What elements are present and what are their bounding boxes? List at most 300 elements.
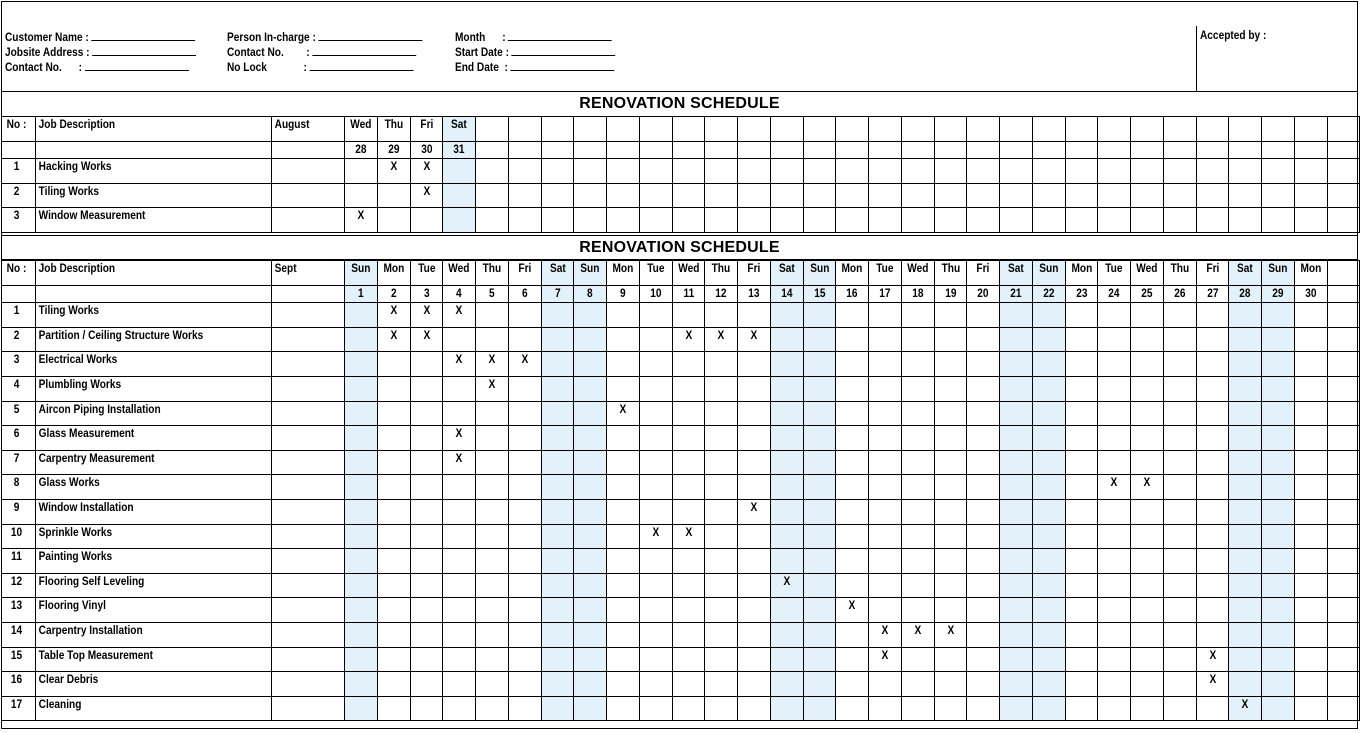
schedule-cell[interactable] — [1032, 672, 1065, 697]
schedule-mark[interactable] — [1131, 475, 1164, 500]
schedule-cell[interactable] — [607, 426, 640, 451]
schedule-cell[interactable] — [1032, 598, 1065, 623]
schedule-cell[interactable] — [1196, 524, 1229, 549]
schedule-cell[interactable] — [1032, 475, 1065, 500]
schedule-cell[interactable] — [1065, 426, 1098, 451]
schedule-cell[interactable] — [1327, 647, 1360, 672]
schedule-cell[interactable] — [1327, 401, 1360, 426]
schedule-cell[interactable] — [1131, 303, 1164, 328]
schedule-cell[interactable] — [1294, 573, 1327, 598]
schedule-cell[interactable] — [377, 208, 410, 233]
schedule-cell[interactable] — [836, 183, 869, 208]
schedule-cell[interactable] — [639, 450, 672, 475]
schedule-cell[interactable] — [1163, 696, 1196, 721]
schedule-cell[interactable] — [869, 376, 902, 401]
schedule-cell[interactable] — [541, 475, 574, 500]
schedule-cell[interactable] — [1229, 622, 1262, 647]
schedule-cell[interactable] — [1163, 401, 1196, 426]
schedule-cell[interactable] — [967, 598, 1000, 623]
schedule-cell[interactable] — [1032, 696, 1065, 721]
schedule-cell[interactable] — [934, 499, 967, 524]
schedule-cell[interactable] — [1196, 499, 1229, 524]
schedule-cell[interactable] — [508, 696, 541, 721]
schedule-cell[interactable] — [377, 352, 410, 377]
schedule-cell[interactable] — [934, 426, 967, 451]
schedule-cell[interactable] — [1196, 376, 1229, 401]
schedule-cell[interactable] — [345, 573, 378, 598]
schedule-cell[interactable] — [1098, 598, 1131, 623]
schedule-mark[interactable] — [672, 524, 705, 549]
schedule-cell[interactable] — [934, 327, 967, 352]
schedule-cell[interactable] — [541, 183, 574, 208]
schedule-cell[interactable] — [869, 475, 902, 500]
schedule-cell[interactable] — [541, 524, 574, 549]
schedule-cell[interactable] — [738, 401, 771, 426]
schedule-cell[interactable] — [574, 672, 607, 697]
schedule-cell[interactable] — [1032, 401, 1065, 426]
schedule-cell[interactable] — [770, 499, 803, 524]
schedule-cell[interactable] — [1065, 696, 1098, 721]
schedule-cell[interactable] — [639, 672, 672, 697]
schedule-cell[interactable] — [738, 622, 771, 647]
schedule-cell[interactable] — [705, 647, 738, 672]
schedule-mark[interactable] — [705, 327, 738, 352]
schedule-cell[interactable] — [1262, 159, 1295, 184]
schedule-cell[interactable] — [1327, 376, 1360, 401]
schedule-cell[interactable] — [967, 647, 1000, 672]
schedule-cell[interactable] — [672, 450, 705, 475]
schedule-cell[interactable] — [508, 524, 541, 549]
schedule-mark[interactable] — [1196, 672, 1229, 697]
schedule-cell[interactable] — [508, 303, 541, 328]
schedule-cell[interactable] — [1262, 450, 1295, 475]
schedule-cell[interactable] — [967, 401, 1000, 426]
task-month-cell[interactable] — [272, 696, 345, 721]
schedule-cell[interactable] — [1196, 549, 1229, 574]
schedule-cell[interactable] — [607, 573, 640, 598]
schedule-cell[interactable] — [705, 598, 738, 623]
schedule-cell[interactable] — [541, 598, 574, 623]
schedule-cell[interactable] — [1163, 573, 1196, 598]
schedule-cell[interactable] — [508, 401, 541, 426]
schedule-cell[interactable] — [901, 159, 934, 184]
schedule-cell[interactable] — [345, 303, 378, 328]
schedule-cell[interactable] — [1262, 327, 1295, 352]
schedule-cell[interactable] — [1262, 401, 1295, 426]
schedule-cell[interactable] — [639, 696, 672, 721]
schedule-cell[interactable] — [345, 376, 378, 401]
schedule-cell[interactable] — [1327, 159, 1360, 184]
schedule-cell[interactable] — [1294, 208, 1327, 233]
schedule-cell[interactable] — [934, 573, 967, 598]
schedule-cell[interactable] — [770, 426, 803, 451]
schedule-cell[interactable] — [639, 475, 672, 500]
schedule-cell[interactable] — [1327, 183, 1360, 208]
schedule-cell[interactable] — [1294, 696, 1327, 721]
schedule-mark[interactable] — [410, 303, 443, 328]
schedule-cell[interactable] — [803, 450, 836, 475]
schedule-cell[interactable] — [869, 549, 902, 574]
schedule-cell[interactable] — [410, 499, 443, 524]
schedule-cell[interactable] — [1229, 499, 1262, 524]
schedule-cell[interactable] — [770, 183, 803, 208]
schedule-cell[interactable] — [1229, 475, 1262, 500]
schedule-cell[interactable] — [770, 208, 803, 233]
schedule-cell[interactable] — [1000, 208, 1033, 233]
schedule-cell[interactable] — [1327, 208, 1360, 233]
schedule-cell[interactable] — [934, 208, 967, 233]
schedule-cell[interactable] — [1196, 598, 1229, 623]
schedule-cell[interactable] — [476, 524, 509, 549]
schedule-cell[interactable] — [1000, 524, 1033, 549]
schedule-cell[interactable] — [1262, 524, 1295, 549]
schedule-cell[interactable] — [705, 450, 738, 475]
schedule-cell[interactable] — [410, 208, 443, 233]
schedule-cell[interactable] — [967, 450, 1000, 475]
schedule-cell[interactable] — [1294, 159, 1327, 184]
schedule-cell[interactable] — [1327, 475, 1360, 500]
schedule-cell[interactable] — [967, 183, 1000, 208]
schedule-cell[interactable] — [508, 159, 541, 184]
schedule-cell[interactable] — [672, 208, 705, 233]
schedule-cell[interactable] — [803, 183, 836, 208]
schedule-cell[interactable] — [934, 598, 967, 623]
schedule-cell[interactable] — [1327, 327, 1360, 352]
schedule-cell[interactable] — [1098, 672, 1131, 697]
schedule-cell[interactable] — [901, 524, 934, 549]
task-month-cell[interactable] — [272, 647, 345, 672]
schedule-cell[interactable] — [541, 573, 574, 598]
schedule-mark[interactable] — [476, 376, 509, 401]
schedule-cell[interactable] — [672, 303, 705, 328]
schedule-cell[interactable] — [1065, 352, 1098, 377]
schedule-cell[interactable] — [705, 352, 738, 377]
schedule-cell[interactable] — [1032, 573, 1065, 598]
schedule-cell[interactable] — [1229, 672, 1262, 697]
schedule-cell[interactable] — [1065, 647, 1098, 672]
schedule-cell[interactable] — [639, 426, 672, 451]
schedule-cell[interactable] — [1065, 573, 1098, 598]
schedule-cell[interactable] — [1065, 327, 1098, 352]
schedule-cell[interactable] — [672, 183, 705, 208]
schedule-cell[interactable] — [476, 549, 509, 574]
task-month-cell[interactable] — [272, 499, 345, 524]
schedule-cell[interactable] — [672, 622, 705, 647]
schedule-cell[interactable] — [836, 208, 869, 233]
schedule-cell[interactable] — [410, 352, 443, 377]
schedule-cell[interactable] — [705, 672, 738, 697]
schedule-cell[interactable] — [541, 499, 574, 524]
schedule-cell[interactable] — [345, 426, 378, 451]
schedule-cell[interactable] — [1065, 376, 1098, 401]
schedule-cell[interactable] — [803, 327, 836, 352]
schedule-mark[interactable] — [869, 647, 902, 672]
schedule-cell[interactable] — [1294, 622, 1327, 647]
schedule-cell[interactable] — [934, 647, 967, 672]
schedule-cell[interactable] — [770, 672, 803, 697]
schedule-cell[interactable] — [443, 672, 476, 697]
schedule-cell[interactable] — [672, 352, 705, 377]
schedule-cell[interactable] — [1229, 573, 1262, 598]
schedule-cell[interactable] — [476, 696, 509, 721]
schedule-cell[interactable] — [1000, 647, 1033, 672]
schedule-cell[interactable] — [738, 573, 771, 598]
schedule-cell[interactable] — [1098, 573, 1131, 598]
schedule-cell[interactable] — [1000, 696, 1033, 721]
schedule-cell[interactable] — [1262, 696, 1295, 721]
task-month-cell[interactable] — [272, 672, 345, 697]
schedule-cell[interactable] — [1131, 159, 1164, 184]
schedule-mark[interactable] — [738, 327, 771, 352]
schedule-cell[interactable] — [345, 475, 378, 500]
schedule-cell[interactable] — [639, 598, 672, 623]
schedule-cell[interactable] — [803, 696, 836, 721]
schedule-cell[interactable] — [1098, 696, 1131, 721]
schedule-cell[interactable] — [1000, 622, 1033, 647]
schedule-cell[interactable] — [410, 622, 443, 647]
schedule-cell[interactable] — [869, 303, 902, 328]
schedule-cell[interactable] — [541, 647, 574, 672]
schedule-cell[interactable] — [639, 573, 672, 598]
schedule-cell[interactable] — [1163, 622, 1196, 647]
schedule-cell[interactable] — [934, 183, 967, 208]
schedule-cell[interactable] — [377, 598, 410, 623]
task-month-cell[interactable] — [272, 159, 345, 184]
schedule-cell[interactable] — [1229, 303, 1262, 328]
schedule-cell[interactable] — [607, 598, 640, 623]
schedule-cell[interactable] — [476, 159, 509, 184]
schedule-cell[interactable] — [1262, 647, 1295, 672]
schedule-cell[interactable] — [1229, 647, 1262, 672]
field-input-line[interactable] — [309, 59, 413, 71]
schedule-cell[interactable] — [443, 475, 476, 500]
schedule-cell[interactable] — [705, 499, 738, 524]
schedule-cell[interactable] — [1262, 549, 1295, 574]
schedule-cell[interactable] — [1196, 159, 1229, 184]
schedule-cell[interactable] — [1196, 573, 1229, 598]
schedule-cell[interactable] — [508, 376, 541, 401]
schedule-cell[interactable] — [705, 524, 738, 549]
schedule-cell[interactable] — [1032, 647, 1065, 672]
schedule-cell[interactable] — [574, 376, 607, 401]
schedule-cell[interactable] — [705, 159, 738, 184]
schedule-cell[interactable] — [770, 475, 803, 500]
schedule-cell[interactable] — [1065, 450, 1098, 475]
schedule-cell[interactable] — [803, 622, 836, 647]
schedule-cell[interactable] — [738, 352, 771, 377]
schedule-cell[interactable] — [672, 573, 705, 598]
schedule-cell[interactable] — [377, 573, 410, 598]
schedule-cell[interactable] — [1163, 327, 1196, 352]
schedule-mark[interactable] — [770, 573, 803, 598]
schedule-cell[interactable] — [639, 159, 672, 184]
schedule-cell[interactable] — [1229, 426, 1262, 451]
schedule-cell[interactable] — [1196, 696, 1229, 721]
field-input-line[interactable] — [312, 44, 416, 56]
schedule-cell[interactable] — [672, 499, 705, 524]
schedule-cell[interactable] — [1131, 208, 1164, 233]
schedule-cell[interactable] — [1327, 672, 1360, 697]
schedule-cell[interactable] — [1294, 499, 1327, 524]
schedule-cell[interactable] — [967, 208, 1000, 233]
schedule-cell[interactable] — [967, 672, 1000, 697]
schedule-cell[interactable] — [1163, 208, 1196, 233]
schedule-cell[interactable] — [1327, 598, 1360, 623]
schedule-cell[interactable] — [345, 549, 378, 574]
schedule-cell[interactable] — [1000, 183, 1033, 208]
schedule-cell[interactable] — [1131, 450, 1164, 475]
schedule-cell[interactable] — [1163, 499, 1196, 524]
schedule-cell[interactable] — [967, 499, 1000, 524]
schedule-cell[interactable] — [574, 183, 607, 208]
schedule-cell[interactable] — [1262, 208, 1295, 233]
schedule-cell[interactable] — [901, 401, 934, 426]
schedule-mark[interactable] — [377, 303, 410, 328]
task-month-cell[interactable] — [272, 573, 345, 598]
schedule-cell[interactable] — [1065, 598, 1098, 623]
schedule-cell[interactable] — [508, 499, 541, 524]
schedule-cell[interactable] — [1229, 598, 1262, 623]
schedule-cell[interactable] — [1032, 524, 1065, 549]
schedule-cell[interactable] — [345, 524, 378, 549]
schedule-cell[interactable] — [574, 208, 607, 233]
schedule-cell[interactable] — [738, 475, 771, 500]
schedule-cell[interactable] — [1065, 549, 1098, 574]
schedule-cell[interactable] — [705, 475, 738, 500]
schedule-mark[interactable] — [836, 598, 869, 623]
schedule-mark[interactable] — [607, 401, 640, 426]
schedule-cell[interactable] — [476, 622, 509, 647]
schedule-cell[interactable] — [541, 208, 574, 233]
schedule-cell[interactable] — [1262, 672, 1295, 697]
schedule-cell[interactable] — [803, 598, 836, 623]
schedule-cell[interactable] — [410, 598, 443, 623]
schedule-cell[interactable] — [1196, 303, 1229, 328]
schedule-cell[interactable] — [869, 450, 902, 475]
schedule-cell[interactable] — [377, 376, 410, 401]
schedule-cell[interactable] — [410, 450, 443, 475]
schedule-cell[interactable] — [836, 401, 869, 426]
schedule-cell[interactable] — [1163, 672, 1196, 697]
schedule-cell[interactable] — [672, 598, 705, 623]
schedule-cell[interactable] — [443, 327, 476, 352]
schedule-cell[interactable] — [1294, 376, 1327, 401]
schedule-cell[interactable] — [1327, 622, 1360, 647]
schedule-cell[interactable] — [705, 183, 738, 208]
schedule-cell[interactable] — [377, 672, 410, 697]
schedule-cell[interactable] — [607, 475, 640, 500]
schedule-cell[interactable] — [1196, 183, 1229, 208]
schedule-mark[interactable] — [345, 208, 378, 233]
schedule-cell[interactable] — [836, 450, 869, 475]
schedule-cell[interactable] — [1098, 647, 1131, 672]
schedule-cell[interactable] — [1000, 475, 1033, 500]
schedule-cell[interactable] — [869, 524, 902, 549]
schedule-cell[interactable] — [869, 183, 902, 208]
schedule-cell[interactable] — [1229, 376, 1262, 401]
schedule-cell[interactable] — [967, 159, 1000, 184]
schedule-cell[interactable] — [377, 549, 410, 574]
field-input-line[interactable] — [91, 29, 195, 41]
schedule-cell[interactable] — [1032, 499, 1065, 524]
schedule-cell[interactable] — [607, 183, 640, 208]
schedule-cell[interactable] — [836, 475, 869, 500]
schedule-cell[interactable] — [738, 183, 771, 208]
schedule-cell[interactable] — [672, 426, 705, 451]
schedule-cell[interactable] — [508, 183, 541, 208]
schedule-cell[interactable] — [901, 208, 934, 233]
schedule-cell[interactable] — [967, 549, 1000, 574]
schedule-cell[interactable] — [1163, 352, 1196, 377]
schedule-cell[interactable] — [1000, 376, 1033, 401]
schedule-cell[interactable] — [639, 208, 672, 233]
schedule-cell[interactable] — [410, 524, 443, 549]
task-month-cell[interactable] — [272, 208, 345, 233]
schedule-cell[interactable] — [574, 499, 607, 524]
schedule-cell[interactable] — [836, 524, 869, 549]
schedule-cell[interactable] — [1098, 183, 1131, 208]
schedule-cell[interactable] — [901, 573, 934, 598]
schedule-cell[interactable] — [574, 549, 607, 574]
schedule-cell[interactable] — [836, 426, 869, 451]
schedule-cell[interactable] — [607, 672, 640, 697]
schedule-cell[interactable] — [1327, 303, 1360, 328]
schedule-cell[interactable] — [901, 376, 934, 401]
schedule-cell[interactable] — [738, 524, 771, 549]
schedule-cell[interactable] — [574, 573, 607, 598]
schedule-cell[interactable] — [1131, 183, 1164, 208]
schedule-cell[interactable] — [836, 647, 869, 672]
schedule-cell[interactable] — [639, 499, 672, 524]
schedule-cell[interactable] — [672, 401, 705, 426]
schedule-cell[interactable] — [967, 475, 1000, 500]
schedule-cell[interactable] — [869, 208, 902, 233]
schedule-cell[interactable] — [869, 352, 902, 377]
schedule-cell[interactable] — [1065, 208, 1098, 233]
schedule-cell[interactable] — [967, 327, 1000, 352]
schedule-cell[interactable] — [1098, 426, 1131, 451]
schedule-cell[interactable] — [541, 376, 574, 401]
schedule-cell[interactable] — [1065, 183, 1098, 208]
schedule-cell[interactable] — [345, 159, 378, 184]
schedule-cell[interactable] — [1196, 208, 1229, 233]
schedule-cell[interactable] — [836, 376, 869, 401]
schedule-cell[interactable] — [1000, 598, 1033, 623]
schedule-cell[interactable] — [803, 376, 836, 401]
schedule-cell[interactable] — [934, 524, 967, 549]
schedule-cell[interactable] — [1294, 647, 1327, 672]
schedule-cell[interactable] — [1262, 426, 1295, 451]
schedule-cell[interactable] — [934, 450, 967, 475]
schedule-cell[interactable] — [574, 159, 607, 184]
task-month-cell[interactable] — [272, 475, 345, 500]
schedule-cell[interactable] — [1000, 352, 1033, 377]
schedule-cell[interactable] — [541, 696, 574, 721]
schedule-cell[interactable] — [639, 352, 672, 377]
schedule-cell[interactable] — [1196, 475, 1229, 500]
schedule-cell[interactable] — [410, 475, 443, 500]
schedule-cell[interactable] — [607, 549, 640, 574]
schedule-cell[interactable] — [967, 622, 1000, 647]
schedule-cell[interactable] — [803, 549, 836, 574]
schedule-cell[interactable] — [1065, 499, 1098, 524]
task-month-cell[interactable] — [272, 303, 345, 328]
schedule-cell[interactable] — [869, 327, 902, 352]
schedule-cell[interactable] — [1294, 672, 1327, 697]
schedule-cell[interactable] — [1327, 696, 1360, 721]
schedule-cell[interactable] — [1131, 622, 1164, 647]
schedule-cell[interactable] — [901, 450, 934, 475]
